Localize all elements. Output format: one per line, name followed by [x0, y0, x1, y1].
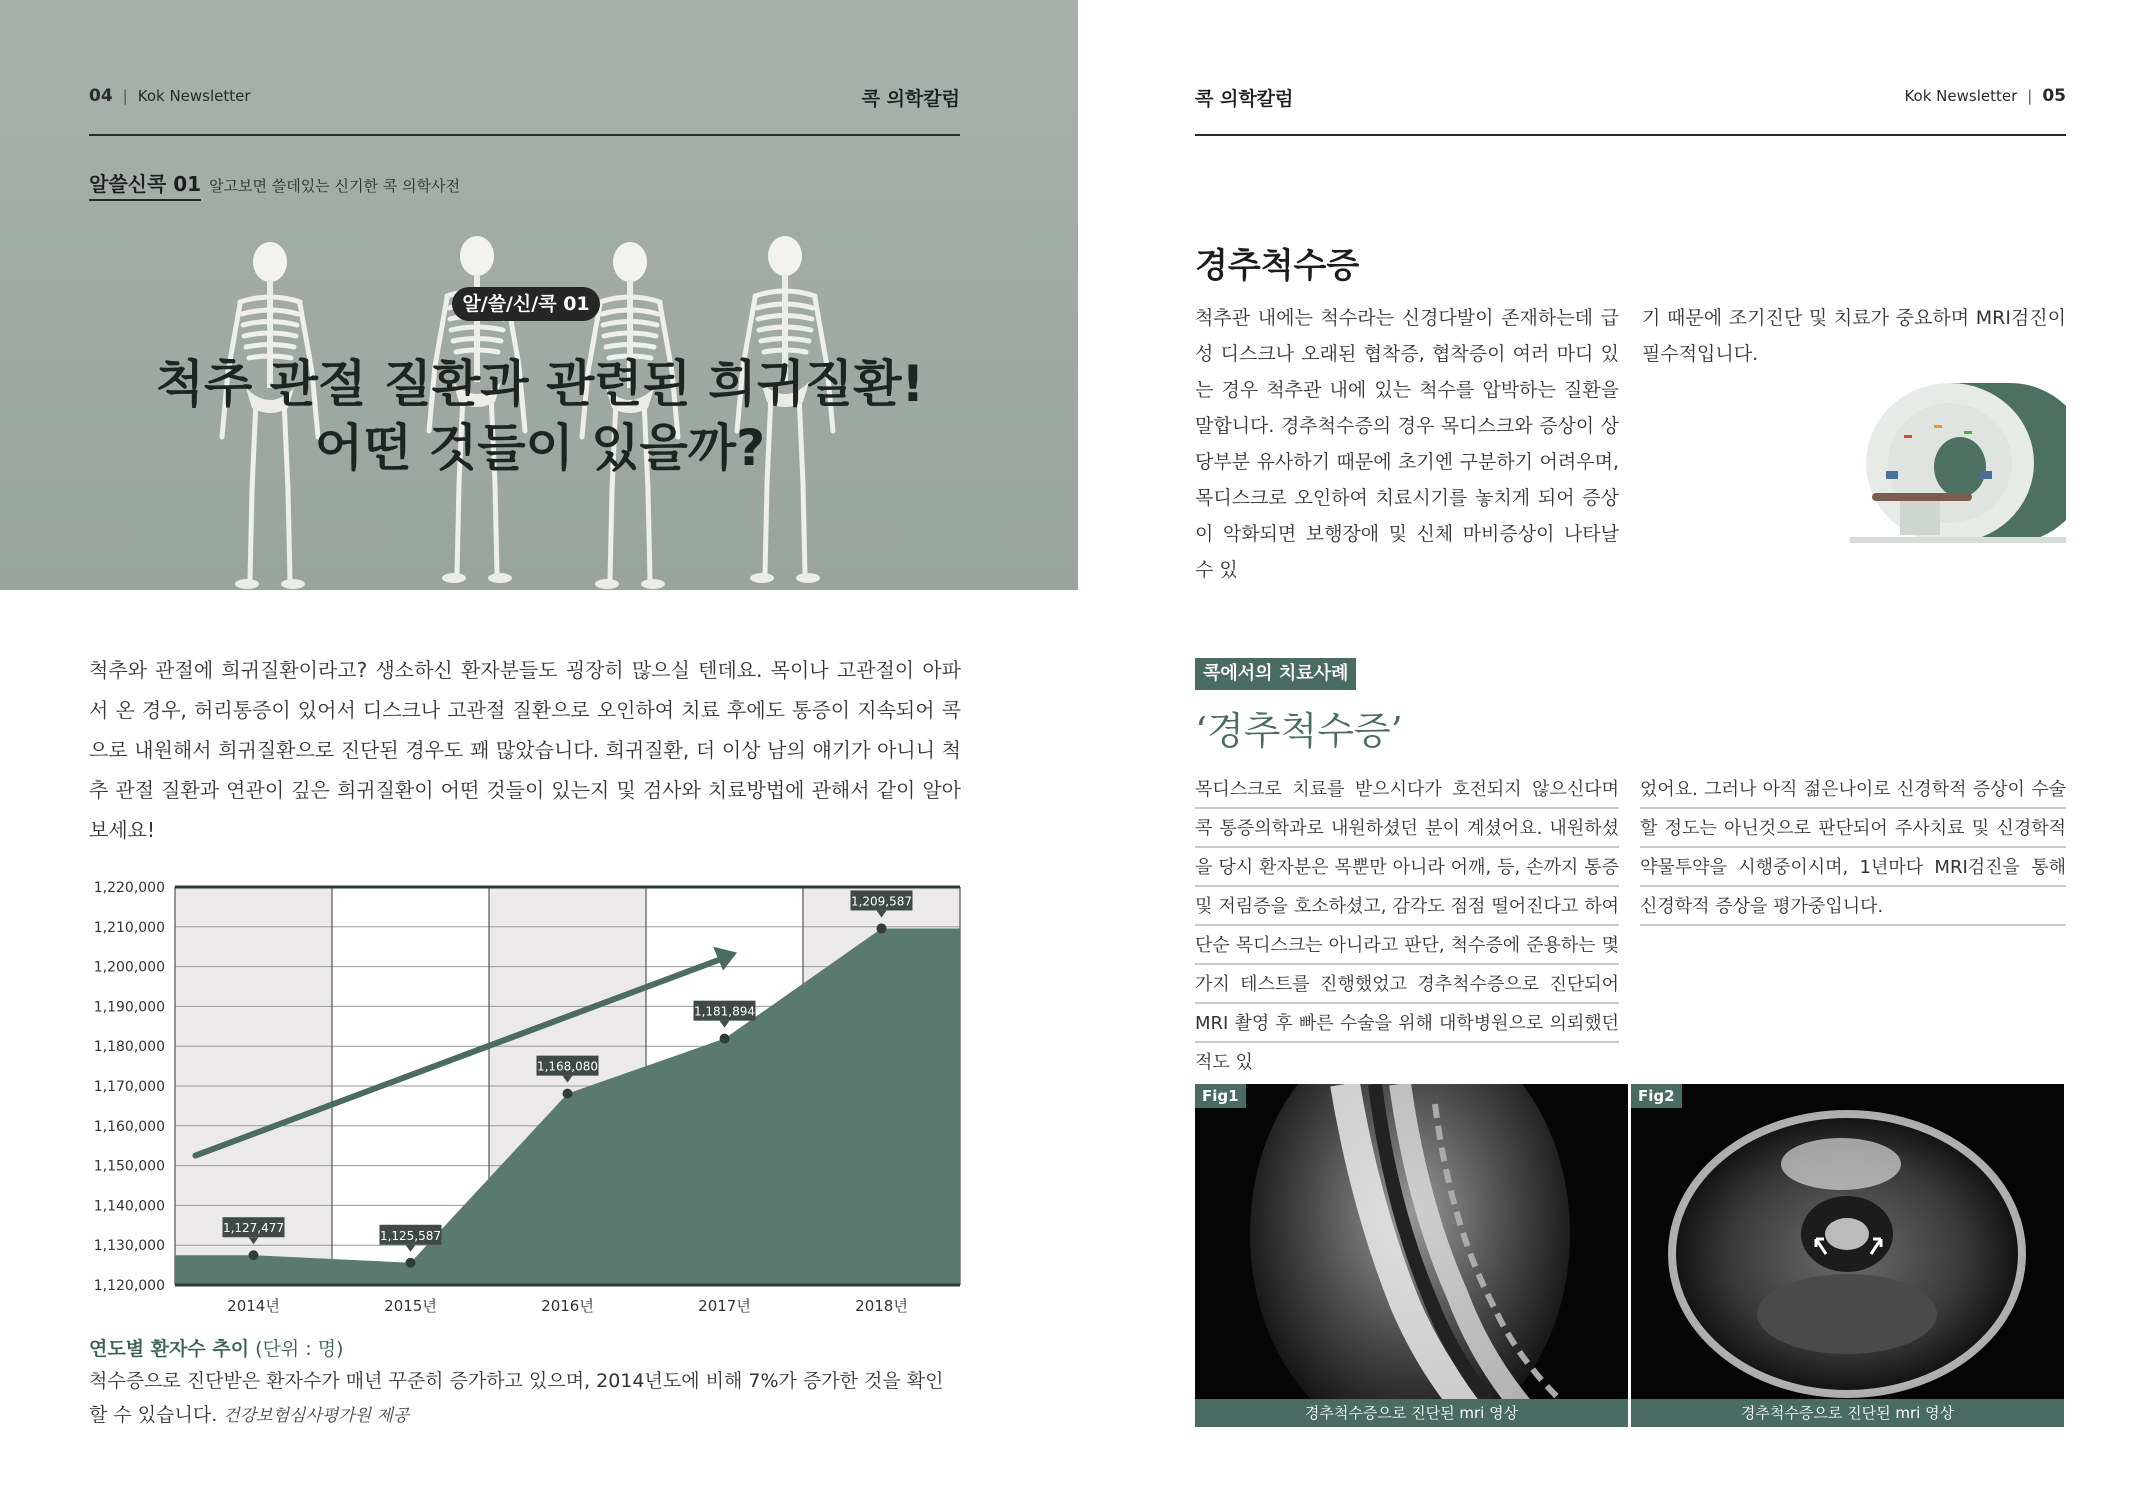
mri-sagittal-image — [1195, 1084, 1628, 1427]
x-tick-label: 2016년 — [541, 1297, 594, 1315]
fig1-caption: 경추척수증으로 진단된 mri 영상 — [1195, 1399, 1628, 1427]
article-body-col1: 척추관 내에는 척수라는 신경다발이 존재하는데 급성 디스크나 오래된 협착증, 협착증이 여러 마디 있는 경우 척추관 내에 있는 척수를 압박하는 질환을 말합니다. 경추척수증의 경우 목디스크와 증상이 상당부분 유사하기 때문에 초기엔 구분하기 어려우며, 목디스크로 오인하여 치료시기를 놓치게 되어 증상이 악화되면 보행장애 및 신체 마비증상이 나타날 수 있 — [1195, 307, 1619, 581]
mri-axial-image — [1631, 1084, 2064, 1427]
fig2-label: Fig2 — [1631, 1084, 1682, 1108]
y-tick-label: 1,190,000 — [93, 999, 165, 1016]
page-header-left: 04 | Kok Newsletter — [89, 86, 251, 106]
page-number-right: 05 — [2042, 86, 2066, 106]
y-tick-label: 1,200,000 — [93, 959, 165, 976]
y-tick-label: 1,150,000 — [93, 1158, 165, 1175]
article-body-col2: 기 때문에 조기진단 및 치료가 중요하며 MRI검진이 필수적입니다. — [1642, 307, 2066, 365]
x-tick-label: 2018년 — [855, 1297, 908, 1315]
intro-paragraph: 척추와 관절에 희귀질환이라고? 생소하신 환자분들도 굉장히 많으실 텐데요. 목이나 고관절이 아파서 온 경우, 허리통증이 있어서 디스크나 고관절 질환으로 오인하여 치료 후에도 통증이 지속되어 콕으로 내원해서 희귀질환으로 진단된 경우도 꽤 많았습니다. 희귀질환, 더 이상 남의 얘기가 아니니 척추 관절 질환과 연관이 깊은 희귀질환이 어떤 것들이 있는지 및 검사와 치료방법에 관해서 같이 알아보세요! — [89, 658, 961, 842]
section-label-desc: 알고보면 쓸데있는 신기한 콕 의학사전 — [209, 177, 460, 195]
x-tick-label: 2017년 — [698, 1297, 751, 1315]
chart-caption-unit: (단위 : 명) — [255, 1338, 344, 1360]
data-label: 1,168,080 — [536, 1059, 599, 1074]
data-label: 1,181,894 — [693, 1004, 756, 1019]
data-point — [249, 1250, 259, 1260]
data-point — [406, 1258, 416, 1268]
newsletter-name-right: Kok Newsletter — [1904, 87, 2018, 105]
y-tick-label: 1,180,000 — [93, 1039, 165, 1056]
fig1-label: Fig1 — [1195, 1084, 1246, 1108]
hero-headline-line2: 어떤 것들이 있을까? — [314, 419, 766, 477]
data-point — [563, 1089, 573, 1099]
y-tick-label: 1,210,000 — [93, 919, 165, 936]
patient-trend-chart — [60, 865, 970, 1320]
chart-caption-title — [89, 1334, 343, 1361]
case-tag: 콕에서의 치료사례 — [1195, 658, 1356, 690]
column-title-right: 콕 의학칼럼 — [1195, 88, 1294, 110]
hero-headline — [100, 352, 980, 480]
header-rule-right — [1195, 134, 2066, 136]
case-title: ‘경추척수증’ — [1195, 709, 1403, 753]
y-tick-label: 1,220,000 — [93, 880, 165, 896]
page-header-right: Kok Newsletter | 05 — [1904, 86, 2066, 106]
case-body-col2: 었어요. 그러나 아직 젊은나이로 신경학적 증상이 수술할 정도는 아닌것으로 판단되어 주사치료 및 신경학적 약물투약을 시행중이시며, 1년마다 MRI검진을 통해 신경학적 증상을 평가중입니다. — [1640, 770, 2066, 926]
newsletter-name: Kok Newsletter — [137, 87, 251, 105]
article-title: 경추척수증 — [1195, 246, 1360, 286]
chart-caption-body — [89, 1364, 961, 1433]
data-point — [720, 1034, 730, 1044]
case-body-col1: 목디스크로 치료를 받으시다가 호전되지 않으신다며 콕 통증의학과로 내원하셨던 분이 계셨어요. 내원하셨을 당시 환자분은 목뿐만 아니라 어깨, 등, 손까지 통증 및 저림증을 호소하셨고, 감각도 점점 떨어진다고 하여 단순 목디스크는 아니라고 판단, 척수증에 준용하는 몇 가지 테스트를 진행했었고 경추척수증으로 진단되어 MRI 촬영 후 빠른 수술을 위해 대학병원으로 의뢰했던 적도 있 — [1195, 770, 1619, 1044]
section-label-title: 알쓸신콕 01 — [89, 172, 201, 201]
chart-caption-text: 척수증으로 진단받은 환자수가 매년 꾸준히 증가하고 있으며, 2014년도에 비해 7%가 증가한 것을 확인할 수 있습니다. — [89, 1370, 944, 1426]
column-title: 콕 의학칼럼 — [861, 88, 960, 110]
y-tick-label: 1,170,000 — [93, 1079, 165, 1095]
chart-caption-source: 건강보험심사평가원 제공 — [223, 1406, 410, 1426]
y-tick-label: 1,140,000 — [93, 1198, 165, 1215]
series-pill: 알/쓸/신/콕 01 — [452, 287, 600, 321]
y-tick-label: 1,160,000 — [93, 1118, 165, 1135]
chart-caption-title-text: 연도별 환자수 추이 — [89, 1338, 250, 1360]
y-tick-label: 1,120,000 — [93, 1278, 165, 1294]
data-point — [877, 923, 887, 933]
section-label — [89, 168, 460, 197]
fig2-caption: 경추척수증으로 진단된 mri 영상 — [1631, 1399, 2064, 1427]
x-tick-label: 2014년 — [227, 1297, 280, 1315]
mri-figure-1 — [1195, 1084, 1628, 1427]
x-tick-label: 2015년 — [384, 1297, 437, 1315]
data-label: 1,209,587 — [850, 894, 913, 909]
hero-headline-line1: 척추 관절 질환과 관련된 희귀질환! — [155, 355, 925, 413]
data-label: 1,125,587 — [379, 1228, 442, 1243]
page-number: 04 — [89, 86, 113, 106]
mri-figure-2 — [1631, 1084, 2064, 1427]
mri-scanner-illustration — [1840, 375, 2066, 545]
y-tick-label: 1,130,000 — [93, 1238, 165, 1255]
header-rule — [89, 134, 960, 136]
data-label: 1,127,477 — [222, 1221, 285, 1236]
